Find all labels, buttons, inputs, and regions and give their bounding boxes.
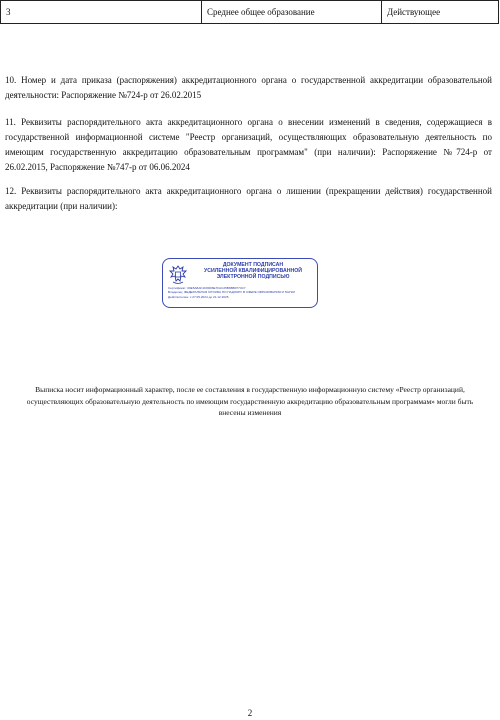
informational-note: Выписка носит информационный характер, после ее составления в государственную информационную систему «Реестр организаций, осуществляющих образовательную деятельность по имеющим государственную аккредитацию образовательным программам» могли быть внесены изменения (26, 385, 474, 417)
stamp-heading-line: ДОКУМЕНТ ПОДПИСАН (222, 262, 284, 268)
page-number: 2 (247, 708, 253, 718)
stamp-details (168, 286, 316, 299)
paragraph-amendment-acts: 11. Реквизиты распорядительного акта аккредитационного органа о внесении изменений в сведения, содержащиеся в государственной информационной системе "Реестр организаций, осуществляющих образовательную деятельность по имеющим государственную аккредитацию образовательным программам" (при наличии): Распоряжение №724-р от 26.02.2015, Распоряжение №747-р от 06.06.2024 (5, 117, 492, 172)
stamp-heading (191, 262, 315, 281)
stamp-owner: Владелец: ФЕДЕРАЛЬНАЯ СЛУЖБА ПО НАДЗОРУ В СФЕРЕ ОБРАЗОВАНИЯ И НАУКИ (168, 290, 295, 295)
electronic-signature-stamp (162, 258, 318, 308)
row-number-cell: 3 (1, 1, 202, 23)
status-cell: Действующее (387, 7, 441, 17)
stamp-certificate: Сертификат: 00E5A8AF4C80D6E7FAC25B6BB0774C7 (168, 286, 246, 290)
paragraph-revocation-acts: 12. Реквизиты распорядительного акта аккредитационного органа о лишении (прекращении действия) государственной аккредитации (при наличии): (5, 186, 492, 211)
paragraph-accreditation-order: 10. Номер и дата приказа (распоряжения) аккредитационного органа о государственной аккредитации образовательной деятельности: Распоряжение №724-р от 26.02.2015 (5, 75, 492, 100)
accreditation-table-row (0, 0, 499, 24)
stamp-validity: Действителен: с 27.05.2024 до 21.12.2025 (168, 294, 229, 299)
stamp-heading-line: ЭЛЕКТРОННОЙ ПОДПИСЬЮ (216, 274, 290, 281)
stamp-heading-line: УСИЛЕННОЙ КВАЛИФИЦИРОВАННОЙ (204, 268, 302, 275)
education-level-cell: Среднее общее образование (202, 1, 382, 23)
coat-of-arms-icon (167, 264, 189, 286)
